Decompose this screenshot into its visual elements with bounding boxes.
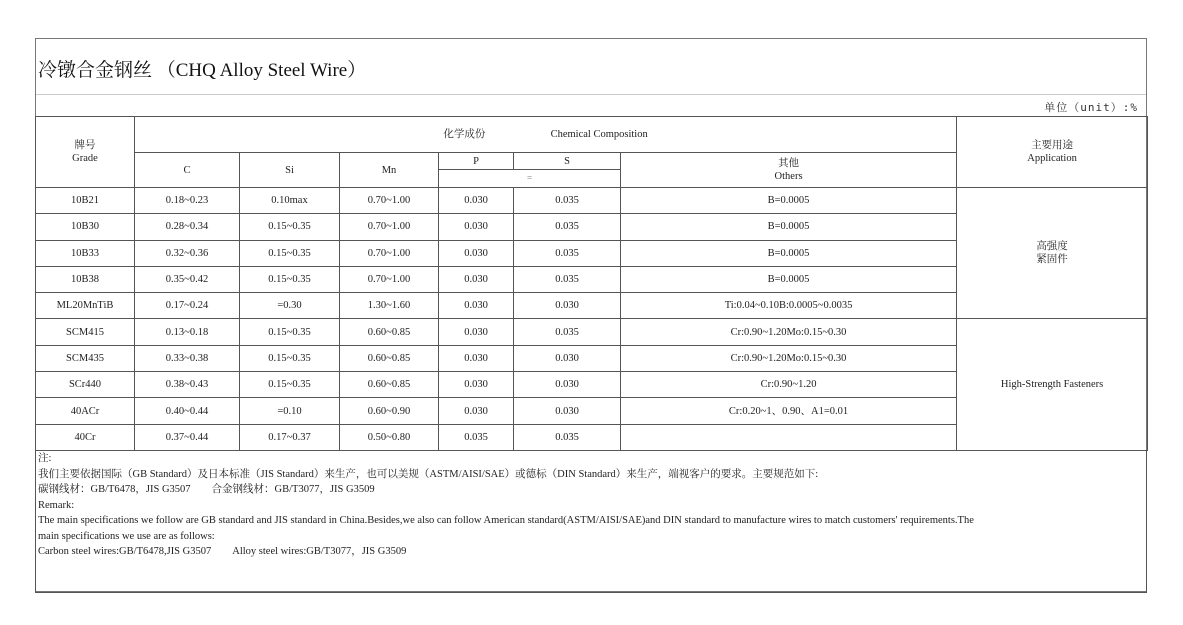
cell-others: Cr:0.90~1.20Mo:0.15~0.30: [621, 319, 957, 345]
cell-grade: SCM435: [36, 345, 135, 371]
cell-si: 0.17~0.37: [240, 424, 340, 450]
cell-others: Cr:0.20~1、0.90、A1=0.01: [621, 398, 957, 424]
remark-specs-cn: 碳钢线材：GB/T6478，JIS G3507 合金钢线材：GB/T3077，JIS G3509: [38, 484, 375, 495]
cell-si: 0.15~0.35: [240, 266, 340, 292]
cell-p: 0.030: [439, 293, 514, 319]
application-cn-line2: 紧固件: [1036, 254, 1068, 266]
cell-grade: 10B38: [36, 266, 135, 292]
cell-grade: SCM415: [36, 319, 135, 345]
cell-si: 0.15~0.35: [240, 372, 340, 398]
cell-mn: 0.70~1.00: [340, 188, 439, 214]
cell-grade: 10B21: [36, 188, 135, 214]
unit-label: 单位（unit）:%: [1044, 101, 1138, 114]
cell-s: 0.035: [514, 319, 621, 345]
cell-p: 0.030: [439, 240, 514, 266]
cell-mn: 0.50~0.80: [340, 424, 439, 450]
cell-others: B=0.0005: [621, 214, 957, 240]
remark-specs-en: Carbon steel wires:GB/T6478,JIS G3507 Alloy steel wires:GB/T3077，JIS G3509: [38, 546, 407, 557]
spec-sheet: [35, 38, 1147, 592]
cell-c: 0.13~0.18: [135, 319, 240, 345]
cell-c: 0.40~0.44: [135, 398, 240, 424]
remark-text-en-1: The main specifications we follow are GB standard and JIS standard in China.Besides,we also can follow American standard(ASTM/AISI/SAE)and DIN standard to manufacture wires to match customers' requirements.The: [38, 515, 974, 526]
cell-si: 0.15~0.35: [240, 240, 340, 266]
header-ps-note: =: [439, 170, 621, 188]
table-row: [36, 319, 1148, 345]
cell-s: 0.035: [514, 266, 621, 292]
cell-mn: 0.60~0.90: [340, 398, 439, 424]
application-group-1: [957, 188, 1148, 319]
header-grade-cn: 牌号: [74, 140, 96, 151]
cell-grade: SCr440: [36, 372, 135, 398]
cell-others: Cr:0.90~1.20Mo:0.15~0.30: [621, 345, 957, 371]
header-si: Si: [240, 153, 340, 188]
remark-label-en: Remark:: [38, 499, 75, 511]
cell-p: 0.030: [439, 319, 514, 345]
header-application: [957, 117, 1148, 188]
header-composition-cn: 化学成份: [443, 129, 486, 140]
cell-si: 0.15~0.35: [240, 319, 340, 345]
cell-mn: 1.30~1.60: [340, 293, 439, 319]
cell-c: 0.37~0.44: [135, 424, 240, 450]
cell-c: 0.18~0.23: [135, 188, 240, 214]
cell-s: 0.030: [514, 293, 621, 319]
header-mn: Mn: [340, 153, 439, 188]
cell-mn: 0.70~1.00: [340, 266, 439, 292]
header-row-top: [36, 117, 1148, 153]
composition-table: [35, 116, 1148, 451]
cell-si: =0.30: [240, 293, 340, 319]
cell-others: [621, 424, 957, 450]
header-others-cn: 其他: [778, 158, 800, 169]
remark-text-en-2: main specifications we use are as follows:: [38, 530, 215, 542]
cell-others: Cr:0.90~1.20: [621, 372, 957, 398]
cell-others: Ti:0.04~0.10B:0.0005~0.0035: [621, 293, 957, 319]
table-row: [36, 188, 1148, 214]
cell-c: 0.17~0.24: [135, 293, 240, 319]
cell-s: 0.030: [514, 398, 621, 424]
header-s: S: [514, 153, 621, 170]
cell-si: 0.10max: [240, 188, 340, 214]
cell-s: 0.035: [514, 240, 621, 266]
cell-others: B=0.0005: [621, 188, 957, 214]
cell-c: 0.38~0.43: [135, 372, 240, 398]
title-divider: [36, 94, 1146, 95]
cell-p: 0.030: [439, 345, 514, 371]
header-composition: [135, 117, 957, 153]
header-grade: [36, 117, 135, 188]
cell-c: 0.35~0.42: [135, 266, 240, 292]
cell-c: 0.32~0.36: [135, 240, 240, 266]
cell-s: 0.030: [514, 372, 621, 398]
cell-others: B=0.0005: [621, 240, 957, 266]
remark-text-cn: 我们主要依据国际（GB Standard）及日本标准（JIS Standard）来生产，也可以美规（ASTM/AISI/SAE）或德标（DIN Standard）来生产，端视客户的要求。主要规范如下:: [38, 468, 819, 480]
cell-grade: 10B30: [36, 214, 135, 240]
remark-label-cn: 注:: [38, 453, 52, 464]
header-grade-en: Grade: [72, 153, 98, 164]
header-c: C: [135, 153, 240, 188]
header-others: [621, 153, 957, 188]
cell-grade: ML20MnTiB: [36, 293, 135, 319]
cell-s: 0.035: [514, 214, 621, 240]
cell-si: =0.10: [240, 398, 340, 424]
header-others-en: Others: [774, 171, 803, 182]
header-application-en: Application: [1027, 153, 1077, 164]
cell-mn: 0.70~1.00: [340, 214, 439, 240]
cell-p: 0.030: [439, 214, 514, 240]
cell-p: 0.035: [439, 424, 514, 450]
cell-mn: 0.60~0.85: [340, 372, 439, 398]
cell-p: 0.030: [439, 372, 514, 398]
header-p: P: [439, 153, 514, 170]
cell-si: 0.15~0.35: [240, 345, 340, 371]
cell-mn: 0.60~0.85: [340, 345, 439, 371]
header-composition-en: Chemical Composition: [550, 129, 648, 140]
cell-p: 0.030: [439, 188, 514, 214]
cell-s: 0.035: [514, 188, 621, 214]
cell-s: 0.030: [514, 345, 621, 371]
cell-mn: 0.70~1.00: [340, 240, 439, 266]
cell-grade: 10B33: [36, 240, 135, 266]
cell-p: 0.030: [439, 398, 514, 424]
cell-c: 0.28~0.34: [135, 214, 240, 240]
cell-others: B=0.0005: [621, 266, 957, 292]
header-application-cn: 主要用途: [1031, 140, 1074, 151]
cell-p: 0.030: [439, 266, 514, 292]
cell-grade: 40ACr: [36, 398, 135, 424]
cell-c: 0.33~0.38: [135, 345, 240, 371]
cell-s: 0.035: [514, 424, 621, 450]
cell-si: 0.15~0.35: [240, 214, 340, 240]
cell-grade: 40Cr: [36, 424, 135, 450]
cell-mn: 0.60~0.85: [340, 319, 439, 345]
remarks-box: [35, 450, 1147, 593]
application-group-2: High-Strength Fasteners: [957, 319, 1148, 450]
application-cn-line1: 高强度: [1036, 241, 1068, 253]
page-title: 冷镦合金钢丝 （CHQ Alloy Steel Wire）: [38, 60, 367, 81]
